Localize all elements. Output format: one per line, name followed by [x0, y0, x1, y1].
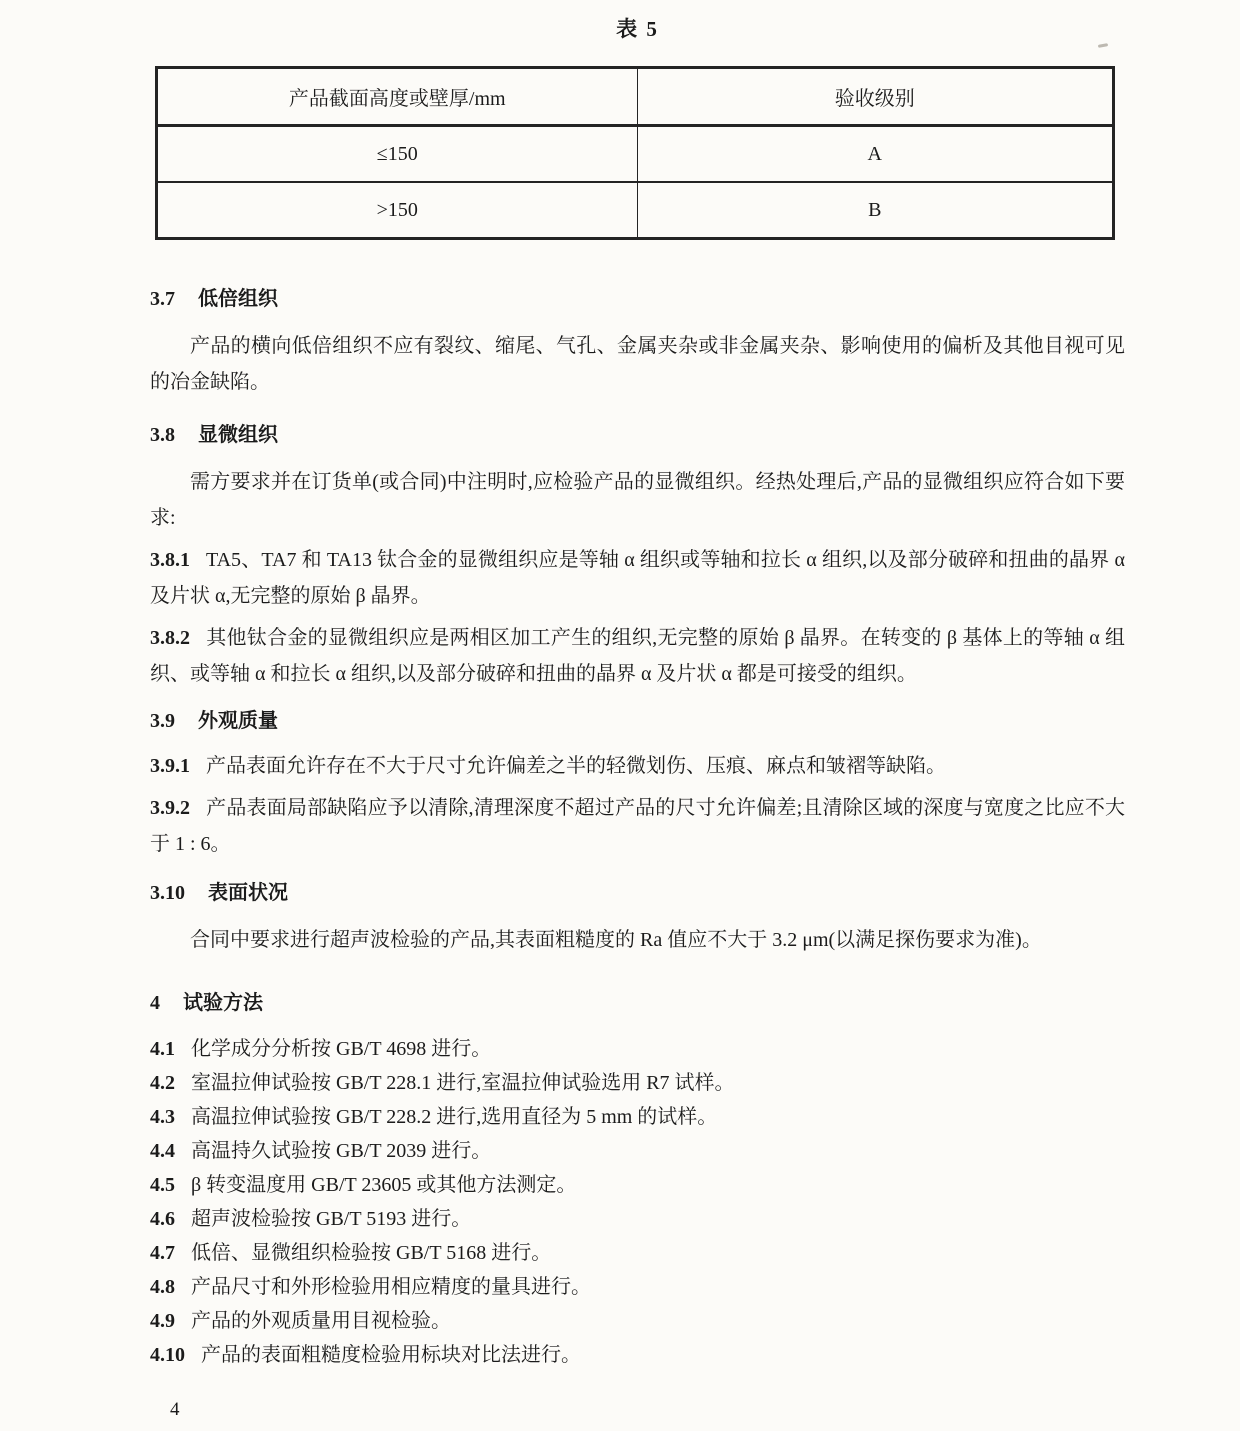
clause-4-3 [150, 1100, 1125, 1134]
clause-3-8-1 [150, 542, 1125, 614]
section-4-number: 4 [150, 992, 160, 1014]
test-methods-list [150, 1032, 1125, 1372]
section-3-7-number: 3.7 [150, 288, 175, 310]
clause-4-8 [150, 1270, 1125, 1304]
section-3-7-heading [150, 284, 1125, 314]
table5-title: 表 5 [616, 17, 659, 41]
section-3-8-number: 3.8 [150, 424, 175, 446]
section-3-7-title: 低倍组织 [198, 288, 278, 310]
section-3-8-title: 显微组织 [198, 424, 278, 446]
table5-cell-level-1: A [637, 126, 1114, 183]
table5-header-dimension: 产品截面高度或壁厚/mm [157, 68, 638, 126]
clause-4-6-text: 超声波检验按 GB/T 5193 进行。 [191, 1208, 472, 1230]
table5-cell-dimension-1: ≤150 [157, 126, 638, 183]
clause-3-9-2 [150, 790, 1125, 862]
clause-4-8-text: 产品尺寸和外形检验用相应精度的量具进行。 [191, 1276, 591, 1298]
section-4-title: 试验方法 [183, 992, 263, 1014]
page-number: 4 [170, 1399, 180, 1420]
clause-4-10-number: 4.10 [150, 1344, 185, 1366]
section-3-9-number: 3.9 [150, 710, 175, 732]
section-3-8-paragraph: 需方要求并在订货单(或合同)中注明时,应检验产品的显微组织。经热处理后,产品的显微组织应符合如下要求: [150, 471, 1125, 529]
clause-4-7 [150, 1236, 1125, 1270]
clause-4-1-text: 化学成分分析按 GB/T 4698 进行。 [191, 1038, 492, 1060]
section-3-10-paragraph: 合同中要求进行超声波检验的产品,其表面粗糙度的 Ra 值应不大于 3.2 μm(以满足探伤要求为准)。 [190, 929, 1042, 951]
clause-3-9-1 [150, 748, 1125, 784]
clause-3-8-1-text: TA5、TA7 和 TA13 钛合金的显微组织应是等轴 α 组织或等轴和拉长 α 组织,以及部分破碎和扭曲的晶界 α 及片状 α,无完整的原始 β 晶界。 [150, 549, 1125, 607]
clause-4-6 [150, 1202, 1125, 1236]
clause-4-2-text: 室温拉伸试验按 GB/T 228.1 进行,室温拉伸试验选用 R7 试样。 [191, 1072, 735, 1094]
section-3-9-heading [150, 706, 1125, 736]
section-3-7-paragraph: 产品的横向低倍组织不应有裂纹、缩尾、气孔、金属夹杂或非金属夹杂、影响使用的偏析及其他目视可见的冶金缺陷。 [150, 335, 1125, 393]
clause-4-9-text: 产品的外观质量用目视检验。 [191, 1310, 451, 1332]
table5-header-row [157, 68, 1114, 126]
table5-cell-level-2: B [868, 198, 882, 221]
table5-cell-dimension-2: >150 [157, 182, 638, 239]
clause-3-8-2-text: 其他钛合金的显微组织应是两相区加工产生的组织,无完整的原始 β 晶界。在转变的 β 基体上的等轴 α 组织、或等轴 α 和拉长 α 组织,以及部分破碎和扭曲的晶界 α 及片状 α 都是可接受的组织。 [150, 627, 1125, 685]
clause-4-1 [150, 1032, 1125, 1066]
clause-4-3-number: 4.3 [150, 1106, 175, 1128]
scan-artifact [1098, 43, 1108, 48]
clause-3-8-2 [150, 620, 1125, 692]
section-3-9-title: 外观质量 [198, 710, 278, 732]
clause-3-9-1-text: 产品表面允许存在不大于尺寸允许偏差之半的轻微划伤、压痕、麻点和皱褶等缺陷。 [206, 755, 946, 777]
clause-4-1-number: 4.1 [150, 1038, 175, 1060]
clause-4-4-number: 4.4 [150, 1140, 175, 1162]
clause-4-7-text: 低倍、显微组织检验按 GB/T 5168 进行。 [191, 1242, 552, 1264]
clause-4-4-text: 高温持久试验按 GB/T 2039 进行。 [191, 1140, 492, 1162]
clause-3-9-2-text: 产品表面局部缺陷应予以清除,清理深度不超过产品的尺寸允许偏差;且清除区域的深度与宽度之比应不大于 1 : 6。 [150, 797, 1125, 855]
clause-4-4 [150, 1134, 1125, 1168]
clause-4-6-number: 4.6 [150, 1208, 175, 1230]
clause-4-9 [150, 1304, 1125, 1338]
clause-4-3-text: 高温拉伸试验按 GB/T 228.2 进行,选用直径为 5 mm 的试样。 [191, 1106, 718, 1128]
clause-4-8-number: 4.8 [150, 1276, 175, 1298]
clause-4-7-number: 4.7 [150, 1242, 175, 1264]
section-3-8-heading [150, 420, 1125, 450]
clause-4-9-number: 4.9 [150, 1310, 175, 1332]
clause-3-8-1-number: 3.8.1 [150, 549, 190, 571]
clause-4-5-text: β 转变温度用 GB/T 23605 或其他方法测定。 [191, 1174, 577, 1196]
clause-4-5-number: 4.5 [150, 1174, 175, 1196]
clause-3-8-2-number: 3.8.2 [150, 627, 190, 649]
clause-3-9-1-number: 3.9.1 [150, 755, 190, 777]
section-3-10-number: 3.10 [150, 882, 185, 904]
clause-3-9-2-number: 3.9.2 [150, 797, 190, 819]
table5 [155, 66, 1115, 240]
clause-4-10-text: 产品的表面粗糙度检验用标块对比法进行。 [201, 1344, 581, 1366]
section-3-10-title: 表面状况 [208, 882, 288, 904]
clause-4-2 [150, 1066, 1125, 1100]
table5-header-acceptance-level: 验收级别 [637, 68, 1114, 126]
section-4-heading [150, 988, 1125, 1018]
section-3-10-heading [150, 878, 1125, 908]
clause-4-10 [150, 1338, 1125, 1372]
table5-row-2 [157, 182, 1114, 239]
clause-4-5 [150, 1168, 1125, 1202]
clause-4-2-number: 4.2 [150, 1072, 175, 1094]
table5-row-1 [157, 126, 1114, 183]
